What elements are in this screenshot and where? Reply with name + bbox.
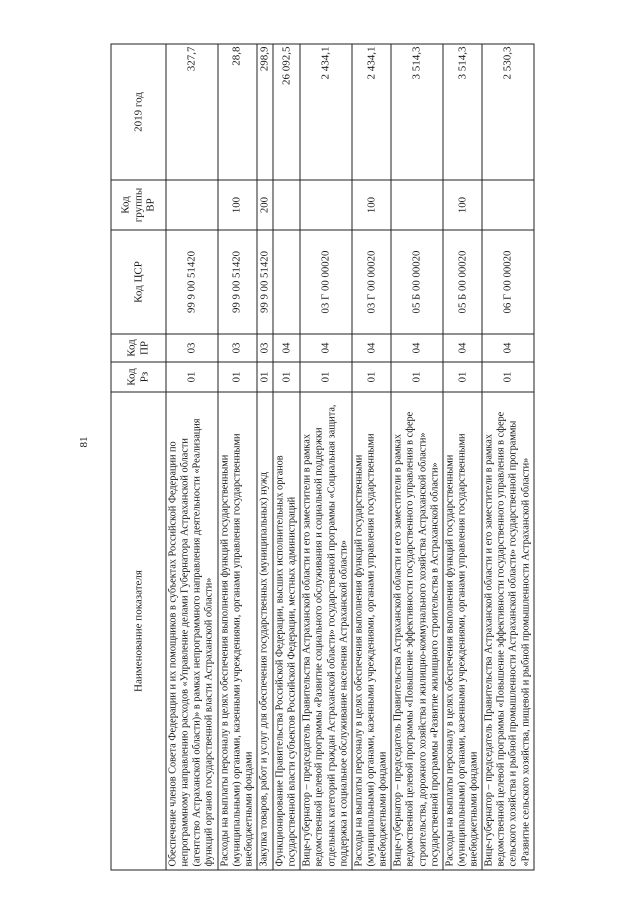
row-vr [391, 180, 443, 230]
row-pr: 03 [166, 334, 218, 362]
row-amount: 2 434,1 [300, 44, 352, 180]
budget-table-page [111, 45, 610, 871]
row-pr: 03 [218, 334, 257, 362]
row-rz: 01 [482, 362, 534, 392]
row-pr: 04 [391, 334, 443, 362]
row-amount: 298,9 [257, 44, 273, 180]
row-csr: 06 Г 00 00020 [482, 230, 534, 334]
row-rz: 01 [257, 362, 273, 392]
row-csr: 05 Б 00 00020 [391, 230, 443, 334]
row-vr [166, 180, 218, 230]
row-name: Расходы на выплаты персоналу в целях обеспечения выполнения функций государственными (муниципальными) органами, казенными учреждениями, органами управления государственными внебюджетными фондами [218, 392, 257, 870]
row-pr: 03 [257, 334, 273, 362]
budget-table [111, 44, 535, 871]
row-rz: 01 [166, 362, 218, 392]
row-rz: 01 [300, 362, 352, 392]
row-rz: 01 [218, 362, 257, 392]
row-vr: 100 [218, 180, 257, 230]
table-row [257, 44, 273, 870]
row-amount: 3 514,3 [391, 44, 443, 180]
header-vr: Код группы ВР [111, 180, 166, 230]
row-name: Вице-губернатор – председатель Правительства Астраханской области и его заместители в рамках ведомственной целевой программы «Развитие социального обслуживания и социальной поддержки отдельных категорий граждан Астраханской области» государственной программы «Социальная защита, поддержка и социальное обслуживание населения Астраханской области» [300, 392, 352, 870]
row-name: Расходы на выплаты персоналу в целях обеспечения выполнения функций государственными (муниципальными) органами, казенными учреждениями, органами управления государственными внебюджетными фондами [352, 392, 391, 870]
table-row [352, 44, 391, 870]
table-row [391, 44, 443, 870]
row-name: Вице-губернатор – председатель Правительства Астраханской области и его заместители в рамках ведомственной целевой программы «Повышение эффективности государственного управления в сфере строительства, дорожного хозяйства и жилищно-коммунального хозяйства Астраханской области» государственной программы «Развитие жилищного строительства в Астраханской области» [391, 392, 443, 870]
table-row [300, 44, 352, 870]
header-name: Наименование показателя [111, 392, 166, 870]
row-csr: 03 Г 00 00020 [300, 230, 352, 334]
page-number: 81 [78, 436, 90, 448]
row-rz: 01 [443, 362, 482, 392]
row-name: Обеспечение членов Совета Федерации и их помощников в субъектах Российской Федерации по непрограммному направлению расходов «Управление делами Губернатора Астраханской области (агентство Астраханской области)» в рамках непрограммного направления деятельности «Реализация функций органов государственной власти Астраханской области» [166, 392, 218, 870]
row-vr [273, 180, 300, 230]
row-csr: 05 Б 00 00020 [443, 230, 482, 334]
row-rz: 01 [391, 362, 443, 392]
row-pr: 04 [352, 334, 391, 362]
row-pr: 04 [443, 334, 482, 362]
table-row [482, 44, 534, 870]
row-pr: 04 [300, 334, 352, 362]
header-pr: Код ПР [111, 334, 166, 362]
table-row [218, 44, 257, 870]
row-amount: 26 092,5 [273, 44, 300, 180]
row-name: Вице-губернатор – председатель Правительства Астраханской области и его заместители в рамках ведомственной целевой программы «Повышение эффективности государственного управления в сфере сельского хозяйства и рыбной промышленности Астраханской области» государственной программы «Развитие сельского хозяйства, пищевой и рыбной промышленности Астраханской области» [482, 392, 534, 870]
row-csr [273, 230, 300, 334]
row-vr [300, 180, 352, 230]
row-csr: 99 9 00 51420 [166, 230, 218, 334]
row-vr: 100 [352, 180, 391, 230]
row-pr: 04 [273, 334, 300, 362]
row-vr: 200 [257, 180, 273, 230]
row-vr: 100 [443, 180, 482, 230]
row-amount: 3 514,3 [443, 44, 482, 180]
row-amount: 28,8 [218, 44, 257, 180]
header-year: 2019 год [111, 44, 166, 180]
table-row [273, 44, 300, 870]
row-amount: 2 530,3 [482, 44, 534, 180]
row-amount: 2 434,1 [352, 44, 391, 180]
row-vr [482, 180, 534, 230]
row-name: Функционирование Правительства Российской Федерации, высших исполнительных органов государственной власти субъектов Российской Федерации, местных администраций [273, 392, 300, 870]
row-amount: 327,7 [166, 44, 218, 180]
row-csr: 99 9 00 51420 [218, 230, 257, 334]
row-rz: 01 [352, 362, 391, 392]
row-csr: 03 Г 00 00020 [352, 230, 391, 334]
row-rz: 01 [273, 362, 300, 392]
table-row [166, 44, 218, 870]
row-csr: 99 9 00 51420 [257, 230, 273, 334]
table-row [443, 44, 482, 870]
row-name: Закупка товаров, работ и услуг для обеспечения государственных (муниципальных) нужд [257, 392, 273, 870]
header-csr: Код ЦСР [111, 230, 166, 334]
row-name: Расходы на выплаты персоналу в целях обеспечения выполнения функций государственными (муниципальными) органами, казенными учреждениями, органами управления государственными внебюджетными фондами [443, 392, 482, 870]
row-pr: 04 [482, 334, 534, 362]
header-rz: Код Рз [111, 362, 166, 392]
table-header-row [111, 44, 166, 870]
